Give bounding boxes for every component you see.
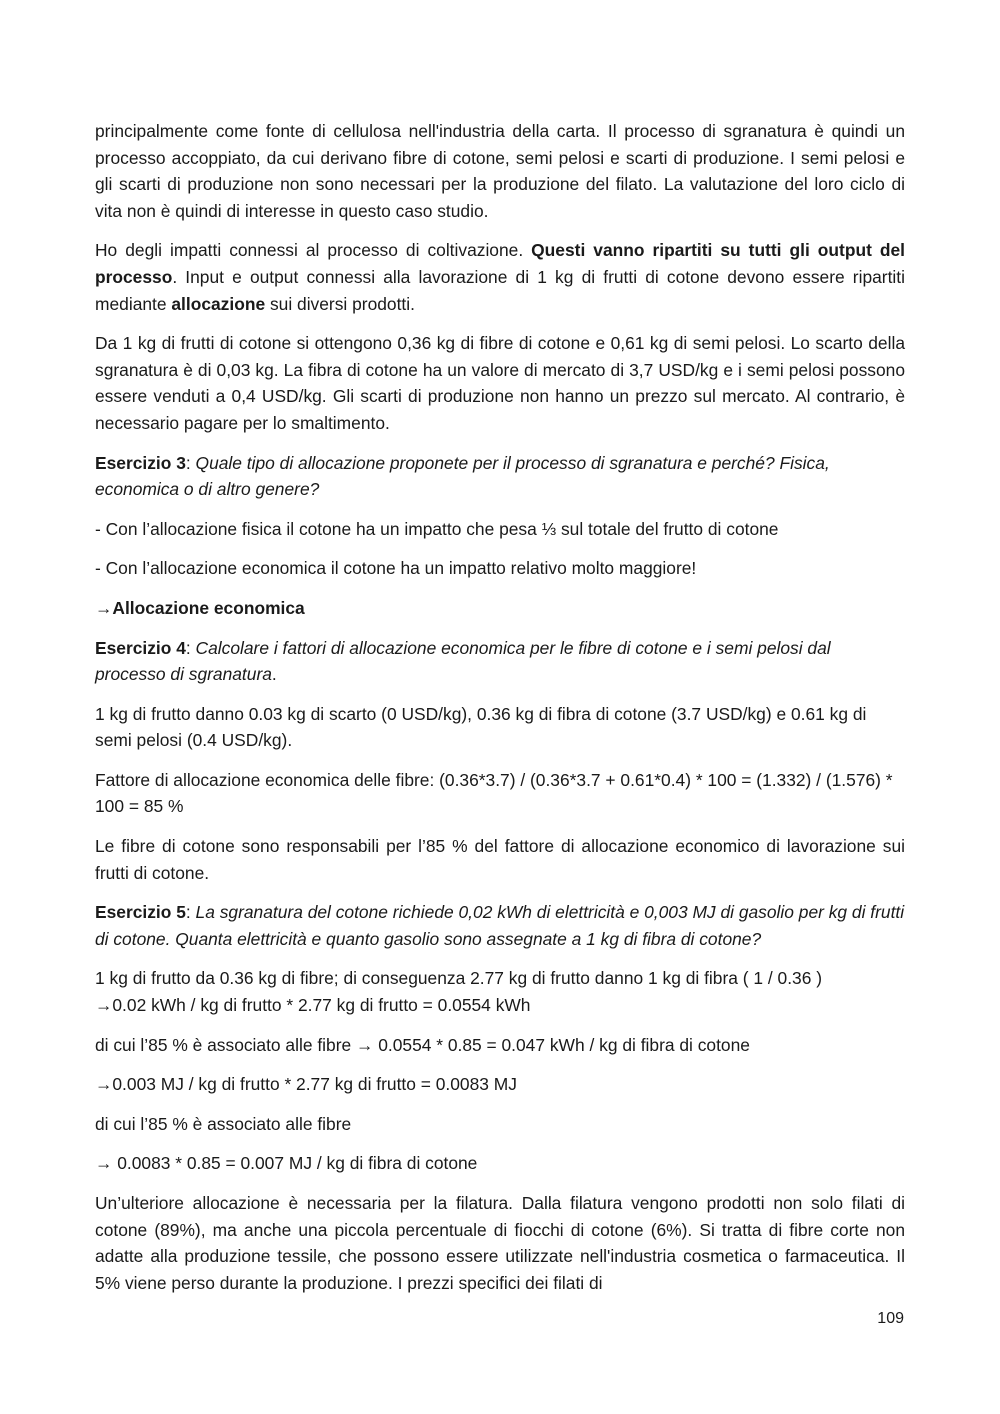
exercise-5-question: La sgranatura del cotone richiede 0,02 kWh di elettricità e 0,003 MJ di gasolio per kg di frutti di cotone. Quanta elettricità e quanto gasolio sono assegnate a 1 kg di fibra di cotone? [95,902,905,949]
answer-conclusion [95,595,905,622]
impacts-text-e: sui diversi prodotti. [265,293,415,314]
exercise-3: Esercizio 3: Quale tipo di allocazione proponete per il processo di sgranatura e perché? Fisica, economica o di altro genere? [95,452,830,500]
impacts-bold-allocation: allocazione [171,293,266,314]
exercise-3-question: Quale tipo di allocazione proponete per il processo di sgranatura e perché? Fisica, economica o di altro genere? [95,452,830,500]
paragraph-diesel-result: → 0.0083 * 0.85 = 0.007 MJ / kg di fibra di cotone [95,1153,478,1174]
exercise-5-label: Esercizio 5 [95,902,186,923]
conclusion-text: Allocazione economica [112,597,305,618]
exercise-4: Esercizio 4: Calcolare i fattori di allocazione economica per le fibre di cotone e i semi pelosi dal processo di sgranatura. [95,637,831,685]
exercise-3-label: Esercizio 3 [95,452,186,473]
paragraph-impacts [95,237,905,317]
impacts-text-a: Ho degli impatti connessi al processo di coltivazione. [95,240,532,261]
page-number: 109 [877,1310,904,1327]
answer-economic: - Con l’allocazione economica il cotone ha un impatto relativo molto maggiore! [95,558,697,579]
impacts-bold-output: Questi vanno ripartiti su tutti gli output del processo [95,240,905,287]
paragraph-spinning: Un’ulteriore allocazione è necessaria per la filatura. Dalla filatura vengono prodotti non solo filati di cotone (89%), ma anche una piccola percentuale di fiocchi di cotone (6%). Si tratta di fibre corte non adatte alla produzione tessile, che possono essere utilizzate nell'industria cosmetica o farmaceutica. Il 5% viene perso durante la produzione. I prezzi specifici dei filati di [95,1193,905,1293]
paragraph-masses: 1 kg di frutto danno 0.03 kg di scarto (0 USD/kg), 0.36 kg di fibra di cotone (3.7 USD/kg) e 0.61 kg di semi pelosi (0.4 USD/kg). [95,703,867,751]
exercise-4-label: Esercizio 4 [95,637,186,658]
exercise-4-question: Calcolare i fattori di allocazione economica per le fibre di cotone e i semi pelosi dal processo di sgranatura [95,637,831,685]
paragraph-yields: Da 1 kg di frutti di cotone si ottengono 0,36 kg di fibre di cotone e 0,61 kg di semi pelosi. Lo scarto della sgranatura è di 0,03 kg. La fibra di cotone ha un valore di mercato di 3,7 USD/kg e i semi pelosi possono essere venduti a 0,4 USD/kg. Gli scarti di produzione non hanno un prezzo sul mercato. Al contrario, è necessario pagare per lo smaltimento. [95,333,905,433]
paragraph-diesel-share: di cui l’85 % è associato alle fibre [95,1113,352,1134]
paragraph-responsibility: Le fibre di cotone sono responsabili per l’85 % del fattore di allocazione economico di lavorazione sui frutti di cotone. [95,836,905,883]
impacts-text-c: . Input e output connessi alla lavorazione di 1 kg di frutti di cotone devono essere ripartiti mediante [95,266,905,314]
electricity-line-2: →0.02 kWh / kg di frutto * 2.77 kg di frutto = 0.0554 kWh [95,995,531,1016]
page-body [95,118,905,1309]
paragraph-cellulose: principalmente come fonte di cellulosa nell'industria della carta. Il processo di sgranatura è quindi un processo accoppiato, da cui derivano fibre di cotone, semi pelosi e scarti di produzione. I semi pelosi e gli scarti di produzione non sono necessari per la produzione del filato. La valutazione del loro ciclo di vita non è quindi di interesse in questo caso studio. [95,121,905,221]
exercise-5: Esercizio 5: La sgranatura del cotone richiede 0,02 kWh di elettricità e 0,003 MJ di gasolio per kg di frutti di cotone. Quanta elettricità e quanto gasolio sono assegnate a 1 kg di fibra di cotone? [95,902,905,949]
paragraph-fiber-factor: Fattore di allocazione economica delle fibre: (0.36*3.7) / (0.36*3.7 + 0.61*0.4) * 100 = (1.332) / (1.576) * 100 = 85 % [95,769,893,817]
arrow-icon: → [95,597,113,618]
paragraph-diesel: →0.003 MJ / kg di frutto * 2.77 kg di frutto = 0.0083 MJ [95,1074,517,1095]
paragraph-electricity [95,965,905,1018]
electricity-line-1: 1 kg di frutto da 0.36 kg di fibre; di conseguenza 2.77 kg di frutto danno 1 kg di fibra ( 1 / 0.36 ) [95,968,822,989]
paragraph-electricity-share: di cui l’85 % è associato alle fibre → 0.0554 * 0.85 = 0.047 kWh / kg di fibra di cotone [95,1034,750,1055]
answer-physical: - Con l’allocazione fisica il cotone ha un impatto che pesa ⅓ sul totale del frutto di cotone [95,518,779,539]
